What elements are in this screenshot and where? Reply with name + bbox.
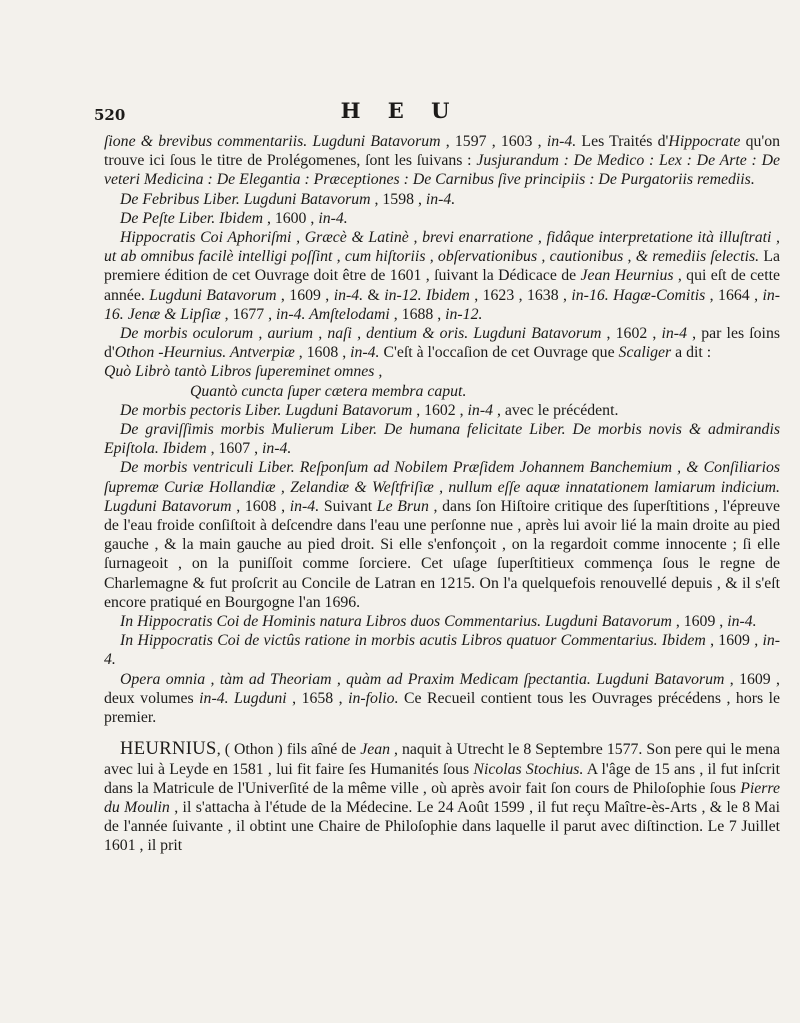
text-run: , 1609 , bbox=[705, 632, 763, 650]
entry-name: HEURNIUS bbox=[120, 739, 217, 760]
italic-text: in-4. bbox=[350, 344, 380, 362]
text-run: , 1608 , bbox=[231, 497, 290, 515]
italic-text: De Peſte Liber. Ibidem bbox=[120, 209, 264, 227]
bibliography-entry bbox=[104, 228, 780, 324]
text-run: , naquit à Utrecht le 8 Septembre 1577. Son pere qui le mena avec lui à Leyde en 1581 , lui fit faire ſes Humanités ſous bbox=[104, 741, 781, 778]
italic-text: Othon -Heurnius. Antverpiæ bbox=[114, 344, 295, 362]
text-run: , 1602 , bbox=[412, 401, 468, 419]
text-run: C'eſt à l'occaſion de cet Ouvrage que bbox=[379, 344, 619, 362]
bibliography-entry bbox=[104, 209, 780, 228]
text-run: a dit : bbox=[671, 344, 712, 362]
bibliography-entry bbox=[104, 420, 780, 458]
italic-text: in-4 bbox=[467, 401, 493, 419]
italic-text: in-4. bbox=[425, 190, 456, 208]
bibliography-entry bbox=[104, 401, 780, 420]
text-run: , 1688 , bbox=[389, 305, 446, 323]
text-run: , 1607 , bbox=[206, 440, 262, 458]
italic-text: ſione & brevibus commentariis. Lugduni Batavorum bbox=[104, 133, 441, 150]
italic-text: In Hippocratis Coi de victûs ratione in morbis acutis Libros quatuor Commentarius. Ibidem bbox=[120, 632, 706, 650]
bibliography-entry bbox=[104, 458, 780, 612]
text-run: & bbox=[363, 286, 385, 304]
text-run: qu'on trouve ici ſous le titre de Prolégomenes, ſont les ſuivans : bbox=[104, 133, 781, 170]
text-run: , 1677 , bbox=[220, 305, 277, 323]
italic-text: Jean bbox=[360, 741, 391, 759]
text-run: , par les ſoins d' bbox=[104, 325, 780, 362]
italic-text: De morbis ventriculi Liber. Reſponſum ad Nobilem Præſidem Johannem Banchemium , & Conſiliarios ſupremæ Curiæ Hollandiæ , Zelandiæ & Weſtfriſiæ , nullum eſſe aquæ innatationem lamiarum indicium. Lugduni Batavorum bbox=[104, 459, 780, 515]
biography-entry bbox=[104, 740, 780, 855]
bibliography-entry bbox=[104, 190, 780, 209]
italic-text: in-4. Lugduni bbox=[199, 689, 287, 707]
text-run: La premiere édition de cet Ouvrage doit être de 1601 , ſuivant la Dédicace de bbox=[104, 248, 780, 285]
running-head: H E U bbox=[340, 98, 460, 123]
text-run: Les Traités d' bbox=[576, 133, 669, 150]
italic-text: in-16. Hagæ-Comitis bbox=[571, 286, 706, 304]
italic-text: in-4 bbox=[661, 325, 687, 343]
verse-line bbox=[104, 362, 780, 381]
italic-text: in-4. Amſtelodami bbox=[276, 305, 390, 323]
italic-text: in-4. bbox=[261, 440, 292, 458]
italic-text: in-4. bbox=[546, 133, 577, 150]
text-run: , 1608 , bbox=[294, 344, 351, 362]
text-run: , 1623 , 1638 , bbox=[469, 286, 572, 304]
bibliography-entry bbox=[104, 631, 780, 669]
italic-text: in-12. Ibidem bbox=[384, 286, 470, 304]
italic-text: in-12. bbox=[445, 305, 483, 323]
page-number: 520 bbox=[94, 106, 126, 124]
text-run: , ( Othon ) fils aîné de bbox=[216, 741, 361, 759]
text-run: , dans ſon Hiſtoire critique des ſuperſtitions , l'épreuve de l'eau froide conſiſtoit à deſcendre dans l'eau une perſonne nue , après lui avoir lié la main droite au pied gauche , & la main gauche au pied droit. Si elle s'enfonçoit , on la regardoit comme innocente ; ſi elle ſurnageoit , on la puniſſoit comme ſorciere. Cet uſage ſuperſtitieux commença ſous le regne de Charlemagne & fut proſcrit au Concile de Latran en 1215. On l'a quelquefois renouvellé depuis , & il s'eſt encore pratiqué en Bourgogne l'an 1696. bbox=[104, 497, 780, 611]
text-run: , 1609 , deux volumes bbox=[104, 670, 780, 707]
page-body-text bbox=[104, 132, 780, 856]
italic-text: in-4. bbox=[727, 613, 757, 631]
italic-text: Le Brun bbox=[376, 497, 429, 515]
italic-text: in-4. bbox=[333, 286, 364, 304]
text-run: , 1609 , bbox=[276, 286, 334, 304]
text-run: Ce Recueil contient tous les Ouvrages précédens , hors le premier. bbox=[104, 689, 780, 727]
text-run: , il s'attacha à l'étude de la Médecine. Le 24 Août 1599 , il fut reçu Maître-ès-Arts , & le 8 Mai de l'année ſuivante , il obtint une Chaire de Philoſophie dans laquelle il parut avec diſtinction. Le 7 Juillet 1601 , il prit bbox=[104, 798, 780, 855]
italic-text: De graviſſimis morbis Mulierum Liber. De humana felicitate Liber. De morbis novis & admirandis Epiſtola. Ibidem bbox=[104, 421, 780, 458]
text-run: , 1600 , bbox=[263, 209, 319, 227]
text-run: , 1664 , bbox=[705, 286, 763, 304]
text-run: , qui eſt de cette année. bbox=[104, 267, 780, 304]
italic-text: in-4. bbox=[104, 632, 780, 669]
page-header bbox=[0, 96, 800, 126]
text-run: , 1597 , 1603 , bbox=[440, 133, 547, 150]
italic-text: Quò Librò tantò Libros ſupereminet omnes , bbox=[104, 363, 383, 381]
text-run: , 1658 , bbox=[286, 689, 349, 707]
text-run: , 1609 , bbox=[671, 613, 728, 631]
text-run: , 1602 , bbox=[601, 325, 662, 343]
italic-text: De morbis pectoris Liber. Lugduni Batavorum bbox=[120, 401, 413, 419]
verse-line bbox=[190, 382, 780, 401]
text-run: A l'âge de 15 ans , il fut inſcrit dans la Matricule de l'Univerſité de la même ville , où après avoir fait ſon cours de Philoſophie ſous bbox=[104, 760, 780, 797]
italic-text: in-16. Jenæ & Lipſiæ bbox=[104, 286, 781, 323]
italic-text: In Hippocratis Coi de Hominis natura Libros duos Commentarius. Lugduni Batavorum bbox=[120, 613, 672, 631]
italic-text: De morbis oculorum , aurium , naſi , dentium & oris. Lugduni Batavorum bbox=[120, 325, 602, 343]
text-run: Suivant bbox=[319, 497, 377, 515]
italic-text: Jusjurandum : De Medico : Lex : De Arte : De veteri Medicina : De Elegantia : Præceptiones : De Carnibus ſive principiis : De Purgatoriis remediis. bbox=[104, 152, 780, 189]
italic-text: Quantò cuncta ſuper cætera membra caput. bbox=[190, 382, 467, 400]
italic-text: Opera omnia , tàm ad Theoriam , quàm ad Praxim Medicam ſpectantia. Lugduni Batavorum bbox=[120, 670, 725, 688]
text-run: , avec le précédent. bbox=[493, 401, 619, 419]
italic-text: in-folio. bbox=[348, 689, 399, 707]
italic-text: De Febribus Liber. Lugduni Batavorum bbox=[120, 190, 371, 208]
italic-text: in-4. bbox=[289, 497, 320, 515]
bibliography-entry bbox=[104, 132, 780, 190]
bibliography-entry bbox=[104, 670, 780, 728]
italic-text: Pierre du Moulin bbox=[104, 779, 780, 816]
text-run: , 1598 , bbox=[370, 190, 426, 208]
italic-text: Hippocratis Coi Aphoriſmi , Græcè & Latinè , brevi enarratione , fidâque interpretatione ità illuſtrati , ut ab omnibus facilè intelligi poſſint , cum hiſtoriis , obſervationibus , cautionibus , & remediis ſelectis. bbox=[104, 229, 780, 266]
italic-text: Nicolas Stochius. bbox=[473, 760, 584, 778]
bibliography-entry bbox=[104, 324, 780, 362]
italic-text: Hippocrate bbox=[668, 133, 741, 150]
italic-text: Jean Heurnius bbox=[580, 267, 674, 285]
italic-text: Scaliger bbox=[618, 344, 672, 362]
italic-text: in-4. bbox=[318, 209, 348, 227]
bibliography-entry bbox=[104, 612, 780, 631]
italic-text: Lugduni Batavorum bbox=[149, 286, 277, 304]
